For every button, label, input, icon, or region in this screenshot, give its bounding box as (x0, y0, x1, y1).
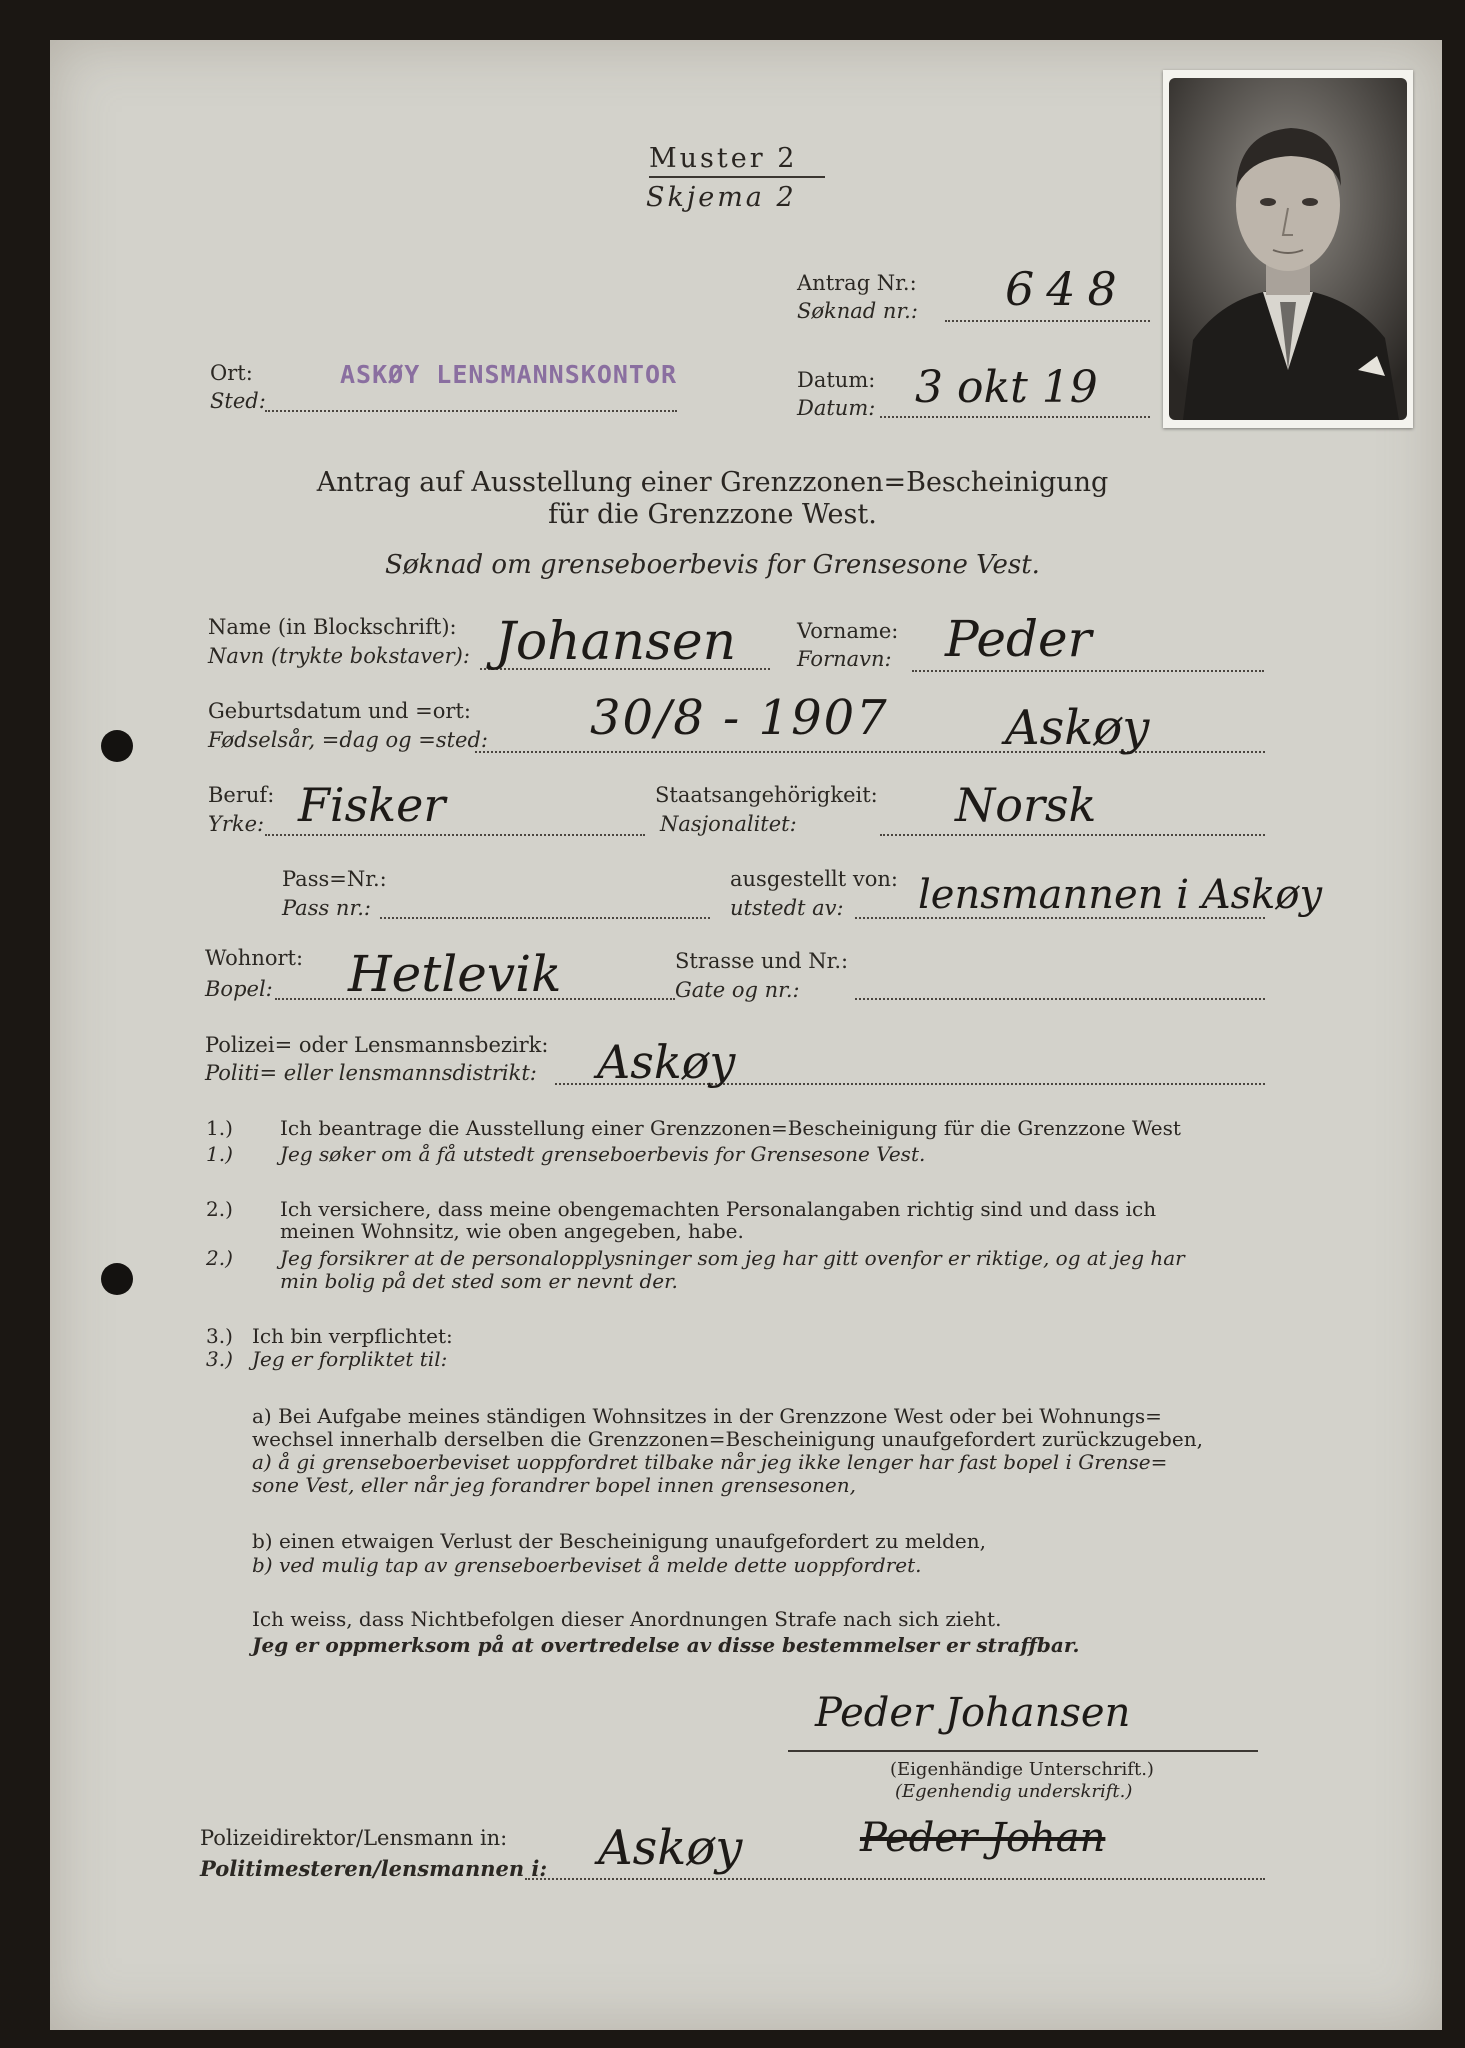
vorname-field-line (912, 670, 1264, 672)
clause1-no: Jeg søker om å få utstedt grenseboerbevis for Grensesone Vest. (280, 1142, 926, 1166)
occupation-value[interactable]: Fisker (298, 778, 446, 832)
signature-label-no: (Egenhendig underskrift.) (895, 1781, 1133, 1802)
ort-label-de: Ort: (210, 361, 253, 385)
police-label-de: Polizeidirektor/Lensmann in: (200, 1826, 508, 1850)
ort-field-line (265, 410, 677, 412)
pass-label-de: Pass=Nr.: (282, 867, 387, 891)
punch-hole (101, 1263, 133, 1295)
antrag-label-no: Søknad nr.: (797, 299, 918, 323)
name-label-de: Name (in Blockschrift): (208, 615, 457, 639)
vorname-label-de: Vorname: (797, 619, 899, 643)
applicant-photo (1163, 70, 1413, 428)
applicant-signature[interactable]: Peder Johansen (815, 1690, 1131, 1736)
police-label-no: Politimesteren/lensmannen i: (200, 1856, 548, 1881)
ausgestellt-label-no: utstedt av: (730, 896, 844, 920)
beruf-field-line (265, 834, 645, 836)
form-title-no: Søknad om grenseboerbevis for Grensesone Vest. (385, 550, 1040, 580)
clause2-de-1: Ich versichere, dass meine obengemachten Personalangaben richtig sind und dass ich (280, 1197, 1157, 1221)
form-title-de-2: für die Grenzzone West. (548, 499, 877, 530)
bezirk-label-de: Polizei= oder Lensmannsbezirk: (205, 1033, 549, 1057)
form-number-no: Skjema 2 (646, 182, 797, 213)
firstname-value[interactable]: Peder (945, 610, 1092, 668)
bezirk-label-no: Politi= eller lensmannsdistrikt: (205, 1061, 537, 1085)
struck-signature: Peder Johan (860, 1815, 1106, 1861)
form-title-de-1: Antrag auf Ausstellung einer Grenzzonen=Bescheinigung (316, 467, 1109, 498)
beruf-label-de: Beruf: (208, 783, 275, 807)
residence-value[interactable]: Hetlevik (348, 945, 562, 1003)
strasse-label-de: Strasse und Nr.: (675, 949, 849, 973)
antrag-field-line (945, 320, 1150, 322)
datum-value[interactable]: 3 okt 19 (915, 362, 1098, 413)
clause3-no: Jeg er forpliktet til: (252, 1347, 448, 1371)
warning-no: Jeg er oppmerksom på at overtredelse av disse bestemmelser er straffbar. (252, 1633, 1080, 1657)
wohnort-label-de: Wohnort: (205, 946, 304, 970)
clause2-no-2: min bolig på det sted som er nevnt der. (280, 1269, 678, 1293)
office-stamp: ASKØY LENSMANNSKONTOR (340, 360, 678, 389)
datum-label-de: Datum: (797, 368, 876, 392)
police-district-value[interactable]: Askøy (598, 1820, 743, 1876)
police-field-line (525, 1878, 1265, 1880)
portrait-image (1163, 70, 1413, 428)
form-number-de: Muster 2 (649, 143, 798, 174)
ausgestellt-label-de: ausgestellt von: (730, 867, 898, 891)
clause2-de-2: meinen Wohnsitz, wie oben angegeben, habe. (280, 1219, 744, 1243)
surname-value[interactable]: Johansen (495, 612, 737, 672)
issued-by-value[interactable]: lensmannen i Askøy (918, 872, 1323, 918)
clause2-num-no: 2.) (206, 1246, 233, 1270)
signature-line (788, 1750, 1258, 1752)
antrag-number-value[interactable]: 648 (1005, 262, 1129, 316)
clause1-num-de: 1.) (206, 1116, 233, 1140)
datum-label-no: Datum: (797, 396, 876, 420)
birth-place-value[interactable]: Askøy (1005, 700, 1150, 756)
staat-label-no: Nasjonalitet: (660, 812, 797, 836)
name-label-no: Navn (trykte bokstaver): (208, 644, 470, 668)
clause-a-de-2: wechsel innerhalb derselben die Grenzzonen=Bescheinigung unaufgefordert zurückzugeben, (252, 1427, 1203, 1451)
staat-label-de: Staatsangehörigkeit: (655, 783, 878, 807)
clause2-no-1: Jeg forsikrer at de personalopplysninger som jeg har gitt ovenfor er riktige, og at jeg har (280, 1246, 1185, 1270)
clause-a-no-1: a) å gi grenseboerbeviset uoppfordret tilbake når jeg ikke lenger har fast bopel i Grense= (252, 1450, 1168, 1474)
vorname-label-no: Fornavn: (797, 647, 892, 671)
geburt-label-de: Geburtsdatum und =ort: (208, 699, 471, 723)
pass-field-line (380, 917, 710, 919)
ort-label-no: Sted: (210, 389, 266, 413)
staat-field-line (880, 834, 1265, 836)
antrag-label-de: Antrag Nr.: (797, 271, 917, 295)
clause-a-de-1: a) Bei Aufgabe meines ständigen Wohnsitzes in der Grenzzone West oder bei Wohnungs= (252, 1404, 1162, 1428)
warning-de: Ich weiss, dass Nichtbefolgen dieser Anordnungen Strafe nach sich zieht. (252, 1607, 1002, 1631)
geburt-label-no: Fødselsår, =dag og =sted: (208, 728, 489, 752)
beruf-label-no: Yrke: (208, 812, 265, 836)
punch-hole (101, 730, 133, 762)
nationality-value[interactable]: Norsk (955, 778, 1097, 832)
pass-label-no: Pass nr.: (282, 896, 371, 920)
signature-label-de: (Eigenhändige Unterschrift.) (890, 1759, 1154, 1780)
header-divider (649, 176, 825, 178)
clause3-de: Ich bin verpflichtet: (252, 1324, 453, 1348)
clause-b-no: b) ved mulig tap av grenseboerbeviset å melde dette uoppfordret. (252, 1553, 922, 1577)
strasse-label-no: Gate og nr.: (675, 978, 800, 1002)
strasse-field-line (855, 998, 1265, 1000)
clause3-num-no: 3.) (206, 1347, 233, 1371)
clause2-num-de: 2.) (206, 1197, 233, 1221)
clause1-num-no: 1.) (206, 1142, 233, 1166)
birth-date-value[interactable]: 30/8 - 1907 (590, 690, 889, 746)
datum-field-line (880, 416, 1150, 418)
wohnort-label-no: Bopel: (205, 977, 273, 1001)
clause3-num-de: 3.) (206, 1324, 233, 1348)
district-value[interactable]: Askøy (597, 1035, 736, 1089)
clause1-de: Ich beantrage die Ausstellung einer Grenzzonen=Bescheinigung für die Grenzzone West (280, 1116, 1181, 1140)
clause-b-de: b) einen etwaigen Verlust der Bescheinigung unaufgefordert zu melden, (252, 1529, 987, 1553)
clause-a-no-2: sone Vest, eller når jeg forandrer bopel innen grensesonen, (252, 1473, 856, 1497)
